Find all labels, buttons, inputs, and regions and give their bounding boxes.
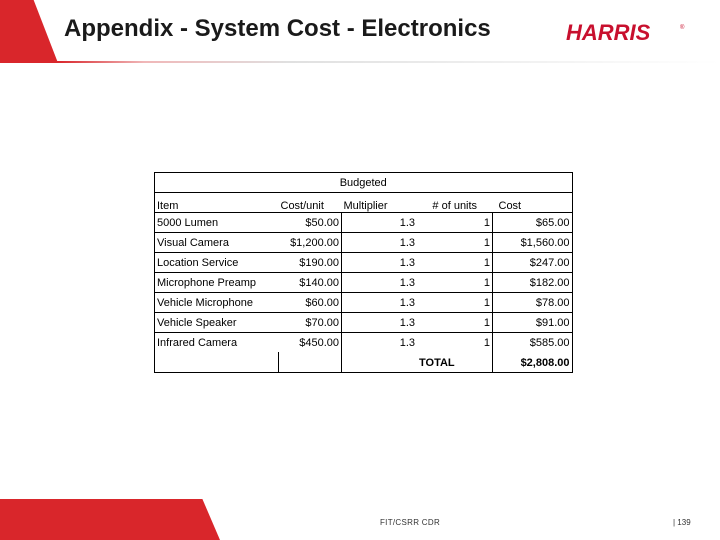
total-value: $2,808.00 [493, 353, 573, 373]
units-cell: 1 [417, 233, 493, 253]
header-item: Item [155, 193, 279, 213]
table-row [155, 313, 573, 333]
cost-unit-cell: $60.00 [279, 293, 342, 313]
cost-unit-cell: $70.00 [279, 313, 342, 333]
cost-unit-cell: $450.00 [279, 333, 342, 353]
units-cell: 1 [417, 333, 493, 353]
units-cell: 1 [417, 273, 493, 293]
multiplier-cell: 1.3 [342, 253, 418, 273]
multiplier-cell: 1.3 [342, 273, 418, 293]
item-cell: Microphone Preamp [155, 273, 279, 293]
total-empty-1 [155, 353, 279, 373]
table-top-header-row [155, 173, 573, 193]
page-title: Appendix - System Cost - Electronics [64, 15, 491, 42]
cost-cell: $182.00 [493, 273, 573, 293]
total-empty-3 [342, 353, 418, 373]
header-cost-unit: Cost/unit [280, 200, 324, 212]
multiplier-cell: 1.3 [342, 293, 418, 313]
harris-logo [566, 20, 688, 44]
cost-cell: $91.00 [493, 313, 573, 333]
units-cell: 1 [417, 293, 493, 313]
logo-text: HARRIS [566, 20, 651, 44]
units-cell: 1 [417, 253, 493, 273]
cost-unit-cell: $50.00 [279, 213, 342, 233]
top-header-cell [155, 173, 573, 193]
item-cell: Infrared Camera [155, 333, 279, 353]
table-row [155, 333, 573, 353]
registered-mark: ® [680, 25, 685, 31]
footer-text: FIT/CSRR CDR [380, 518, 441, 527]
item-cell: Vehicle Speaker [155, 313, 279, 333]
table-row [155, 253, 573, 273]
cost-cell: $65.00 [493, 213, 573, 233]
cost-unit-cell: $190.00 [279, 253, 342, 273]
budgeted-label: Budgeted [339, 176, 387, 189]
footer-red-accent [0, 499, 220, 540]
cost-table [154, 172, 573, 373]
cost-cell: $247.00 [493, 253, 573, 273]
header-cost: Cost [493, 193, 573, 213]
multiplier-cell: 1.3 [342, 333, 418, 353]
multiplier-cell: 1.3 [342, 313, 418, 333]
table-row [155, 213, 573, 233]
multiplier-cell: 1.3 [342, 213, 418, 233]
item-cell: Location Service [155, 253, 279, 273]
cost-cell: $585.00 [493, 333, 573, 353]
page-number: | 139 [673, 518, 691, 527]
units-cell: 1 [417, 213, 493, 233]
header-divider [0, 61, 720, 63]
cost-unit-cell: $1,200.00 [279, 233, 342, 253]
item-cell: 5000 Lumen [155, 213, 279, 233]
cost-unit-cell: $140.00 [279, 273, 342, 293]
header-units: # of units [432, 200, 478, 212]
item-cell: Vehicle Microphone [155, 293, 279, 313]
multiplier-cell: 1.3 [342, 233, 418, 253]
table-total-row [155, 353, 573, 373]
units-cell: 1 [417, 313, 493, 333]
table-body [155, 213, 573, 353]
table-header-row [155, 193, 573, 213]
total-label: TOTAL [417, 353, 493, 373]
table-row [155, 293, 573, 313]
table-row [155, 273, 573, 293]
table-row [155, 233, 573, 253]
total-empty-2 [279, 353, 342, 373]
header-multiplier: Multiplier [343, 200, 388, 212]
item-cell: Visual Camera [155, 233, 279, 253]
cost-cell: $1,560.00 [493, 233, 573, 253]
cost-cell: $78.00 [493, 293, 573, 313]
